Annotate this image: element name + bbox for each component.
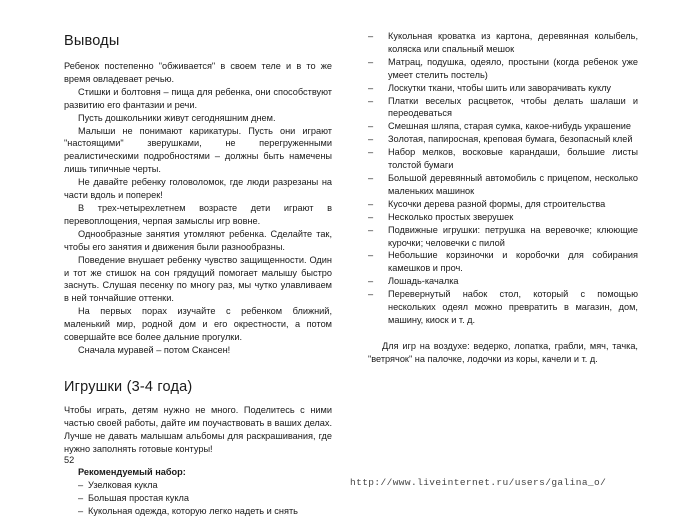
toy-item (368, 120, 638, 133)
conclusion-paragraph: Малыши не понимают карикатуры. Пусть они играют "настоящими" зверушками, не перегруженными реалистическими подробностями – должны быть намечены лишь типичные черты. (64, 125, 332, 175)
list-item-text: Несколько простых зверушек (388, 211, 514, 222)
list-item-text: Перевернутый набок стол, который с помощью нескольких одеял можно превратить в магазин, дом, машину, киоск и т. д. (388, 289, 638, 325)
outdoor-games-text: Для игр на воздухе: ведерко, лопатка, грабли, мяч, тачка, "ветрячок" на палочке, лодочки из коры, качели и т. д. (368, 340, 638, 364)
conclusion-paragraph: Не давайте ребенку головоломок, где люди разрезаны на части вдоль и поперек! (64, 177, 332, 201)
dash-bullet: – (368, 198, 374, 209)
dash-bullet: – (368, 250, 374, 261)
dash-bullet: – (368, 211, 374, 222)
toys-intro: Чтобы играть, детям нужно не много. Поделитесь с ними частью своей работы, дайте им поучаствовать в ваших делах. Лучше не давать малышам альбомы для раскрашивания, где нужно заполнять готовые контуры! (64, 404, 332, 454)
toy-item (368, 288, 638, 327)
dash-bullet: – (368, 276, 374, 287)
dash-bullet: – (368, 172, 374, 183)
list-item-text: Платки веселых расцветок, чтобы делать шалаши и переодеваться (388, 95, 638, 119)
list-item-text: Лошадь-качалка (388, 276, 459, 287)
dash-bullet: – (78, 493, 84, 504)
list-item-text: Кукольная кроватка из картона, деревянная колыбель, коляска или спальный мешок (388, 31, 638, 54)
dash-bullet: – (368, 134, 374, 145)
toy-item (368, 198, 638, 211)
conclusion-paragraph: Ребенок постепенно "обживается" в своем теле и в то же время овладевает речью. (64, 61, 332, 84)
list-item-text: Лоскутки ткани, чтобы шить или заворачивать куклу (388, 82, 612, 93)
watermark-url: http://www.liveinternet.ru/users/galina_o/ (350, 477, 607, 488)
toy-item (368, 82, 638, 95)
recommended-label: Рекомендуемый набор: (78, 467, 186, 478)
dash-bullet: – (78, 480, 84, 491)
list-item-text: Золотая, папиросная, креповая бумага, безопасный клей (388, 134, 633, 145)
list-item-text: Смешная шляпа, старая сумка, какое-нибудь украшение (388, 121, 632, 132)
right-page (368, 30, 638, 366)
toys-list (368, 30, 638, 327)
recommended-list (64, 479, 332, 518)
toy-item (368, 56, 638, 82)
dash-bullet: – (368, 289, 374, 300)
recommended-item (64, 492, 332, 505)
conclusion-paragraph: Сначала муравей – потом Скансен! (78, 344, 231, 355)
toy-item (368, 224, 638, 250)
recommended-item (64, 479, 332, 492)
list-item-text: Подвижные игрушки: петрушка на веревочке; клюющие курочки; человечки с пилой (388, 224, 638, 248)
list-item-text: Кукольная одежда, которую легко надеть и снять (88, 506, 298, 517)
conclusions-text (64, 60, 332, 357)
dash-bullet: – (368, 224, 374, 235)
heading-toys: Игрушки (3-4 года) (64, 378, 193, 395)
toy-item (368, 133, 638, 146)
list-item-text: Небольшие корзиночки и коробочки для собирания камешков и проч. (388, 250, 638, 274)
toy-item (368, 249, 638, 275)
toy-item (368, 275, 638, 288)
heading-conclusions: Выводы (64, 33, 120, 49)
toy-item (368, 95, 638, 121)
dash-bullet: – (368, 56, 374, 67)
list-item-text: Матрац, подушка, одеяло, простыни (когда ребенок уже умеет стелить постель) (388, 56, 638, 80)
list-item-text: Большая простая кукла (88, 493, 189, 504)
dash-bullet: – (78, 506, 84, 517)
toy-item (368, 30, 638, 56)
dash-bullet: – (368, 31, 374, 41)
dash-bullet: – (368, 121, 374, 132)
list-item-text: Узелковая кукла (88, 480, 158, 491)
dash-bullet: – (368, 95, 374, 106)
toy-item (368, 146, 638, 172)
dash-bullet: – (368, 82, 374, 93)
left-page (64, 30, 332, 518)
conclusion-paragraph: На первых порах изучайте с ребенком ближний, маленький мир, родной дом и его окрестности, а потом совершайте все более дальние прогулки. (64, 306, 332, 343)
list-item-text: Большой деревянный автомобиль с прицепом, несколько маленьких машинок (388, 172, 638, 196)
toy-item (368, 211, 638, 224)
page-number: 52 (64, 455, 75, 465)
conclusion-paragraph: В трех-четырехлетнем возрасте дети играют в перевоплощения, черпая замыслы игр вовне. (64, 202, 332, 226)
toy-item (368, 172, 638, 198)
conclusion-paragraph: Пусть дошкольники живут сегодняшним днем. (78, 112, 276, 123)
dash-bullet: – (368, 147, 374, 158)
conclusion-paragraph: Однообразные занятия утомляют ребенка. Сделайте так, чтобы его занятия и движения были разнообразны. (64, 228, 332, 252)
conclusion-paragraph: Поведение внушает ребенку чувство защищенности. Один и тот же стишок на сон грядущий помогает малышу быстро заснуть. Слушая песенку по многу раз, мы чутко улавливаем в ней тончайшие оттенки. (64, 254, 332, 304)
recommended-item (64, 505, 332, 518)
list-item-text: Кусочки дерева разной формы, для строительства (388, 198, 606, 209)
conclusion-paragraph: Стишки и болтовня – пища для ребенка, они способствуют развитию его фантазии и речи. (64, 86, 332, 110)
list-item-text: Набор мелков, восковые карандаши, большие листы толстой бумаги (388, 147, 638, 171)
